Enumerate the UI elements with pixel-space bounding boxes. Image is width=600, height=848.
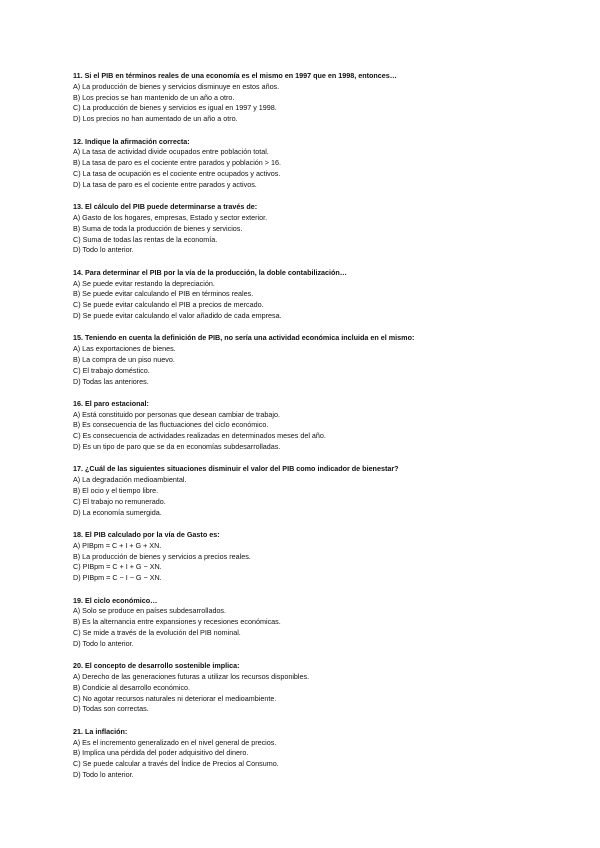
option-list xyxy=(73,410,573,453)
option-b: B) Es consecuencia de las fluctuaciones del ciclo económico. xyxy=(73,420,269,430)
option-list xyxy=(73,738,573,781)
option-b: B) Los precios se han mantenido de un año a otro. xyxy=(73,92,235,102)
question-16 xyxy=(73,399,573,453)
option-a: A) Gasto de los hogares, empresas, Estado y sector exterior. xyxy=(73,212,268,222)
option-list xyxy=(73,213,573,256)
option-c: C) Se mide a través de la evolución del PIB nominal. xyxy=(73,628,241,638)
option-c: C) Se puede evitar calculando el PIB a precios de mercado. xyxy=(73,300,264,310)
question-list xyxy=(73,71,573,792)
option-list xyxy=(73,344,573,387)
option-a: A) Solo se produce en países subdesarrollados. xyxy=(73,606,227,616)
question-18 xyxy=(73,530,573,584)
question-stem: 21. La inflación: xyxy=(73,726,128,736)
question-stem: 16. El paro estacional: xyxy=(73,398,149,408)
option-d: D) Los precios no han aumentado de un año a otro. xyxy=(73,114,238,124)
option-c: C) Suma de todas las rentas de la economía. xyxy=(73,234,218,244)
option-b: B) Se puede evitar calculando el PIB en términos reales. xyxy=(73,289,254,299)
option-b: B) Condicie al desarrollo económico. xyxy=(73,682,191,692)
option-d: D) Todo lo anterior. xyxy=(73,769,134,779)
option-a: A) PIBpm = C + I + G + XN. xyxy=(73,540,162,550)
option-list xyxy=(73,606,573,649)
option-a: A) Las exportaciones de bienes. xyxy=(73,344,176,354)
option-list xyxy=(73,147,573,190)
question-stem: 14. Para determinar el PIB por la vía de la producción, la doble contabilización… xyxy=(73,267,347,277)
question-15 xyxy=(73,333,573,387)
question-stem: 12. Indique la afirmación correcta: xyxy=(73,136,190,146)
option-d: D) Se puede evitar calculando el valor añadido de cada empresa. xyxy=(73,310,282,320)
option-a: A) Es el incremento generalizado en el nivel general de precios. xyxy=(73,737,277,747)
option-a: A) Se puede evitar restando la depreciación. xyxy=(73,278,215,288)
option-b: B) La producción de bienes y servicios a precios reales. xyxy=(73,551,251,561)
option-list xyxy=(73,672,573,715)
question-13 xyxy=(73,202,573,256)
option-d: D) Todas son correctas. xyxy=(73,704,149,714)
option-list xyxy=(73,541,573,584)
option-c: C) Se puede calcular a través del Índice de Precios al Consumo. xyxy=(73,759,279,769)
option-d: D) La tasa de paro es el cociente entre parados y activos. xyxy=(73,179,257,189)
option-c: C) El trabajo doméstico. xyxy=(73,365,150,375)
option-a: A) Derecho de las generaciones futuras a utilizar los recursos disponibles. xyxy=(73,672,310,681)
question-11 xyxy=(73,71,573,125)
option-d: D) Es un tipo de paro que se da en economías subdesarrolladas. xyxy=(73,442,281,452)
question-20 xyxy=(73,661,573,715)
question-14 xyxy=(73,268,573,322)
question-stem: 11. Si el PIB en términos reales de una economía es el mismo en 1997 que en 1998, entonces… xyxy=(73,71,397,80)
option-c: C) El trabajo no remunerado. xyxy=(73,496,166,506)
option-list xyxy=(73,279,573,322)
question-12 xyxy=(73,137,573,191)
question-21 xyxy=(73,727,573,781)
option-c: C) La tasa de ocupación es el cociente entre ocupados y activos. xyxy=(73,168,281,178)
option-c: C) PIBpm = C + I + G − XN. xyxy=(73,562,162,572)
option-b: B) Suma de toda la producción de bienes y servicios. xyxy=(73,223,243,233)
option-a: A) La tasa de actividad divide ocupados entre población total. xyxy=(73,147,269,157)
option-d: D) La economía sumergida. xyxy=(73,507,162,517)
question-stem: 15. Teniendo en cuenta la definición de PIB, no sería una actividad económica incluida en el mismo: xyxy=(73,333,415,343)
option-b: B) El ocio y el tiempo libre. xyxy=(73,486,159,496)
question-17 xyxy=(73,464,573,518)
option-d: D) Todo lo anterior. xyxy=(73,638,134,648)
question-stem: 19. El ciclo económico… xyxy=(73,595,158,605)
option-list xyxy=(73,475,573,518)
option-a: A) Está constituido por personas que desean cambiar de trabajo. xyxy=(73,409,280,419)
option-list xyxy=(73,82,573,125)
question-stem: 17. ¿Cuál de las siguientes situaciones disminuir el valor del PIB como indicador de bienestar? xyxy=(73,464,399,474)
option-a: A) La degradación medioambiental. xyxy=(73,475,187,485)
option-b: B) Implica una pérdida del poder adquisitivo del dinero. xyxy=(73,748,249,758)
question-stem: 20. El concepto de desarrollo sostenible implica: xyxy=(73,661,240,671)
option-a: A) La producción de bienes y servicios disminuye en estos años. xyxy=(73,81,280,91)
question-19 xyxy=(73,596,573,650)
option-d: D) PIBpm = C − I − G − XN. xyxy=(73,573,162,583)
question-stem: 18. El PIB calculado por la vía de Gasto es: xyxy=(73,530,220,540)
option-d: D) Todo lo anterior. xyxy=(73,245,134,255)
option-b: B) La tasa de paro es el cociente entre parados y población > 16. xyxy=(73,158,281,168)
question-stem: 13. El cálculo del PIB puede determinarse a través de: xyxy=(73,202,258,212)
option-b: B) La compra de un piso nuevo. xyxy=(73,354,175,364)
option-c: C) La producción de bienes y servicios es igual en 1997 y 1998. xyxy=(73,103,277,113)
option-d: D) Todas las anteriores. xyxy=(73,376,149,386)
option-c: C) Es consecuencia de actividades realizadas en determinados meses del año. xyxy=(73,431,326,441)
option-c: C) No agotar recursos naturales ni deteriorar el medioambiente. xyxy=(73,693,277,703)
option-b: B) Es la alternancia entre expansiones y recesiones económicas. xyxy=(73,617,281,627)
